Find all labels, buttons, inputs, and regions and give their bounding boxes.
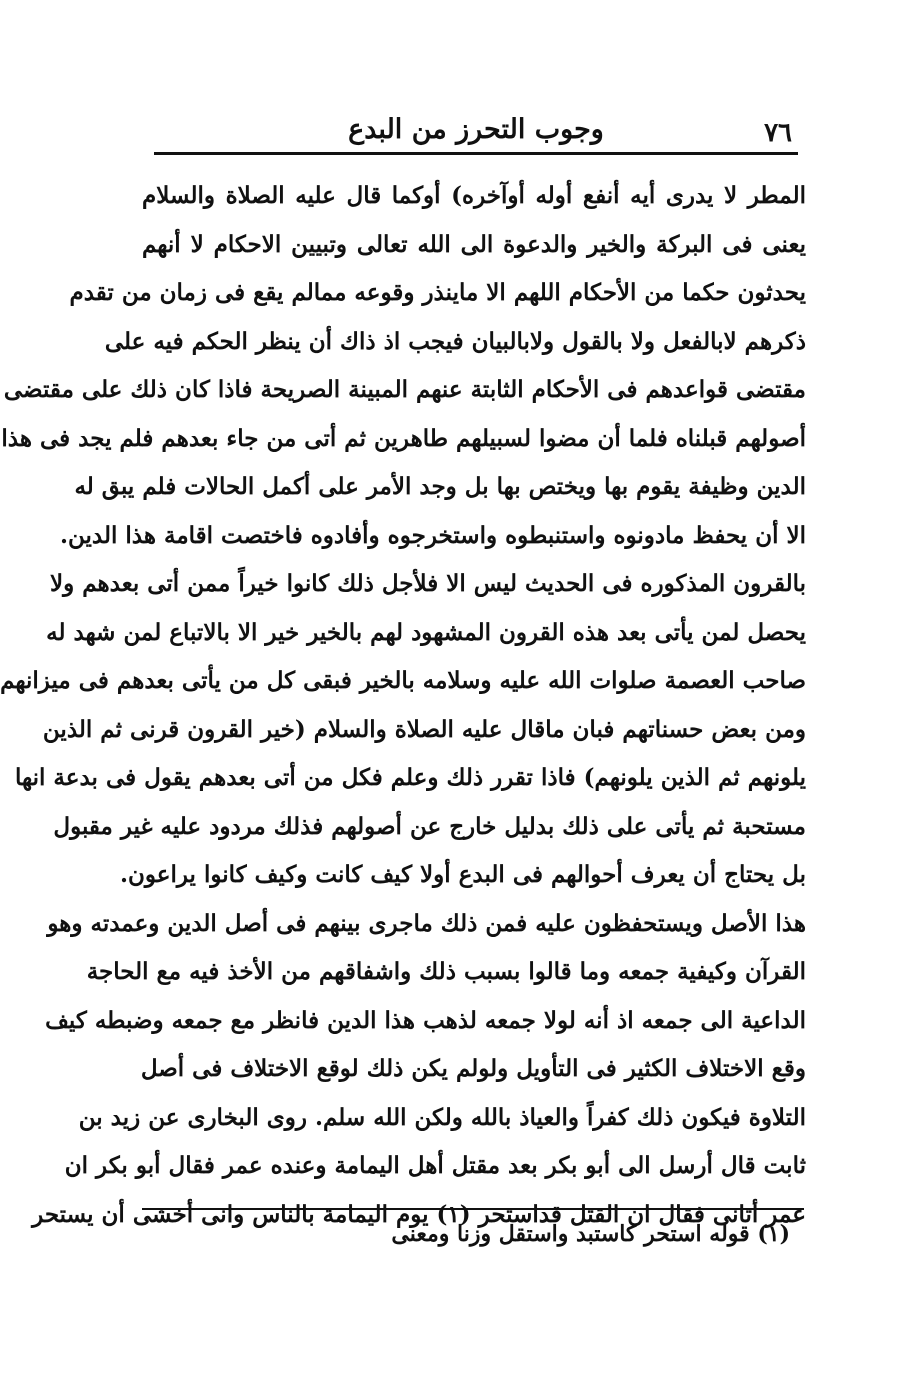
text-line: ذكرهم لابالفعل ولا بالقول ولابالبيان فيجب اذ ذاك أن ينظر الحكم فيه على (104, 327, 806, 355)
text-line: الا أن يحفظ مادونوه واستنبطوه واستخرجوه وأفادوه فاختصت اقامة هذا الدين. (60, 521, 806, 549)
page-number: ٧٦ (764, 118, 792, 148)
page-header (156, 112, 796, 152)
text-line: الداعية الى جمعه اذ أنه لولا جمعه لذهب هذا الدين فانظر مع جمعه وضبطه كيف (45, 1006, 806, 1034)
text-line: الدين وظيفة يقوم بها ويختص بها بل وجد الأمر على أكمل الحالات فلم يبق له (74, 473, 806, 500)
text-line: يعنى فى البركة والخير والدعوة الى الله تعالى وتبيين الاحكام لا أنهم (142, 230, 806, 258)
text-line: أصولهم قبلناه فلما أن مضوا لسبيلهم طاهرين ثم أتى من جاء بعدهم فلم يجد فى هذا (1, 424, 806, 452)
header-divider (154, 152, 798, 155)
text-line: ثابت قال أرسل الى أبو بكر بعد مقتل أهل اليمامة وعنده عمر فقال أبو بكر ان (64, 1152, 806, 1179)
text-line: وقع الاختلاف الكثير فى التأويل ولولم يكن ذلك لوقع الاختلاف فى أصل (140, 1055, 806, 1082)
running-title: وجوب التحرز من البدع (348, 114, 604, 145)
text-line: مستحبة ثم يأتى على ذلك بدليل خارج عن أصولهم فذلك مردود عليه غير مقبول (53, 812, 806, 840)
footnote-divider (142, 1208, 804, 1210)
text-line: يلونهم ثم الذين يلونهم) فاذا تقرر ذلك وعلم فكل من أتى بعدهم يقول فى بدعة انها (15, 764, 806, 791)
text-line: ومن بعض حسناتهم فبان ماقال عليه الصلاة والسلام (خير القرون قرنى ثم الذين (42, 715, 806, 743)
text-line: يحدثون حكما من الأحكام اللهم الا ماينذر وقوعه ممالم يقع فى زمان من تقدم (69, 279, 806, 306)
text-line: القرآن وكيفية جمعه وما قالوا بسبب ذلك واشفاقهم من الأخذ فيه مع الحاجة (86, 958, 806, 985)
text-line: يحصل لمن يأتى بعد هذه القرون المشهود لهم بالخير خير الا بالاتباع لمن شهد له (46, 618, 806, 646)
text-line: مقتضى قواعدهم فى الأحكام الثابتة عنهم المبينة الصريحة فاذا كان ذلك على مقتضى (3, 376, 806, 403)
text-line: عمر أتانى فقال ان القتل قداستحر (١) يوم اليمامة بالناس وانى أخشى أن يستحر (32, 1200, 806, 1228)
footnote: (١) قوله استحر كاستبد واستقل وزنا ومعنى (391, 1221, 790, 1247)
body-text (0, 172, 806, 1239)
text-line: بالقرون المذكوره فى الحديث ليس الا فلأجل ذلك كانوا خيراً ممن أتى بعدهم ولا (49, 570, 806, 597)
text-line: المطر لا يدرى أيه أنفع أوله أوآخره) أوكما قال عليه الصلاة والسلام (142, 182, 806, 209)
text-line: التلاوة فيكون ذلك كفراً والعياذ بالله ولكن الله سلم. روى البخارى عن زيد بن (78, 1103, 806, 1131)
text-line: بل يحتاج أن يعرف أحوالهم فى البدع أولا كيف كانت وكيف كانوا يراعون. (119, 861, 806, 888)
text-line: هذا الأصل ويستحفظون عليه فمن ذلك ماجرى بينهم فى أصل الدين وعمدته وهو (47, 909, 806, 937)
text-line: صاحب العصمة صلوات الله عليه وسلامه بالخير فبقى كل من يأتى بعدهم فى ميزانهم (0, 667, 806, 694)
